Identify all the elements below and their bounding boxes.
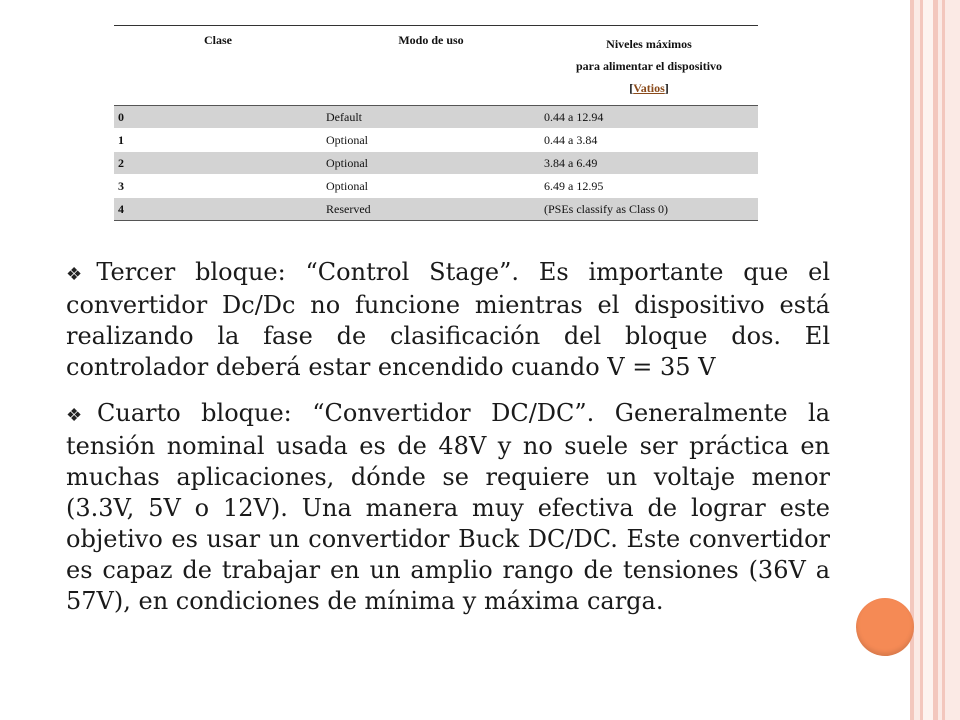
stripe <box>945 0 960 720</box>
cell-clase: 3 <box>114 175 322 198</box>
diamond-bullet-icon: ❖ <box>66 405 95 426</box>
cell-niveles: 0.44 a 12.94 <box>540 106 758 129</box>
cell-niveles: 6.49 a 12.95 <box>540 175 758 198</box>
decorative-circle <box>856 598 914 656</box>
cell-clase: 1 <box>114 129 322 152</box>
cell-clase: 0 <box>114 106 322 129</box>
table-row <box>114 198 758 221</box>
table-header-row <box>114 26 758 106</box>
decorative-stripes <box>910 0 960 720</box>
table-row <box>114 175 758 198</box>
unit-bracket-close: ] <box>664 81 669 95</box>
cell-modo: Optional <box>322 152 540 175</box>
stripe <box>923 0 933 720</box>
power-class-table <box>114 25 758 221</box>
cell-niveles: 3.84 a 6.49 <box>540 152 758 175</box>
cell-niveles: 0.44 a 3.84 <box>540 129 758 152</box>
table-row <box>114 129 758 152</box>
cell-modo: Optional <box>322 175 540 198</box>
unit-bracket-open: [ <box>629 81 634 95</box>
table-row <box>114 152 758 175</box>
cell-modo: Reserved <box>322 198 540 221</box>
paragraph-text: Cuarto bloque: “Convertidor DC/DC”. Generalmente la tensión nominal usada es de 48V y no suele ser práctica en muchas aplicaciones, dónde se requiere un voltaje menor (3.3V, 5V o 12V). Una manera muy efectiva de lograr este objetivo es usar un convertidor Buck DC/DC. Este convertidor es capaz de trabajar en un amplio rango de tensiones (36V a 57V), en condiciones de mínima y máxima carga. <box>66 399 830 615</box>
vatios-link[interactable]: Vatios <box>633 81 665 95</box>
paragraph-text: Tercer bloque: “Control Stage”. Es importante que el convertidor Dc/Dc no funcione mientras el dispositivo está realizando la fase de clasificación del bloque dos. El controlador deberá estar encendido cuando V = 35 V <box>66 258 831 381</box>
cell-clase: 2 <box>114 152 322 175</box>
paragraph-cuarto-bloque <box>66 398 830 617</box>
table-row <box>114 106 758 129</box>
cell-modo: Optional <box>322 129 540 152</box>
diamond-bullet-icon: ❖ <box>66 264 95 285</box>
cell-niveles: (PSEs classify as Class 0) <box>540 198 758 221</box>
paragraph-tercer-bloque <box>66 257 830 383</box>
header-niveles <box>540 26 758 106</box>
header-clase: Clase <box>114 26 322 106</box>
cell-modo: Default <box>322 106 540 129</box>
header-modo: Modo de uso <box>322 26 540 106</box>
header-niveles-line1: Niveles máximos <box>606 37 692 51</box>
header-niveles-line2: para alimentar el dispositivo <box>575 59 723 73</box>
cell-clase: 4 <box>114 198 322 221</box>
